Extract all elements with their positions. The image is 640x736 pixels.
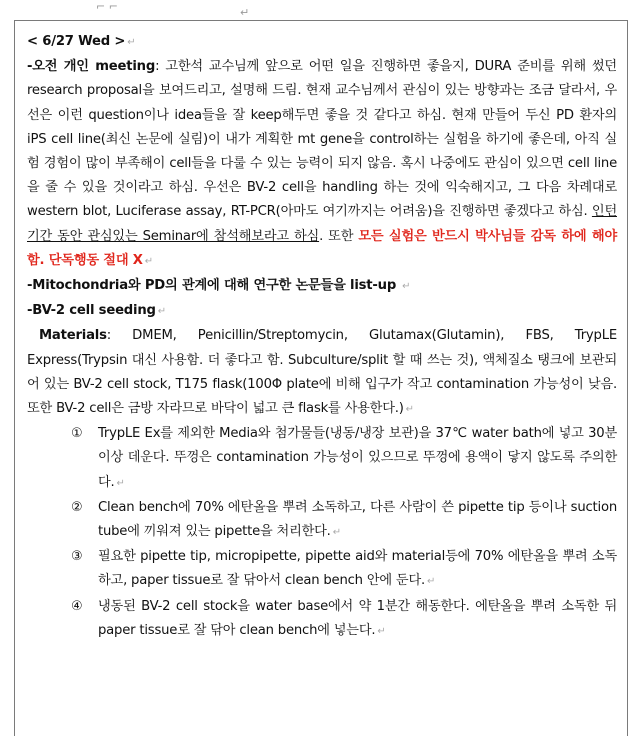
step-text: TrypLE Ex를 제외한 Media와 첨가물들(냉동/냉장 보관)을 37℃ water bath에 넣고 30분 이상 데운다. 뚜껑은 contamination 가능성이 있으므로 뚜껑에 용액이 닿지 않도록 주의한다. xyxy=(98,426,617,490)
materials-paragraph xyxy=(27,324,617,422)
margin-mark: ⌐ ⌐ xyxy=(96,0,118,13)
paragraph-mark-icon: ↵ xyxy=(377,625,386,637)
step-number: ① xyxy=(71,426,83,442)
materials-text: : DMEM, Penicillin/Streptomycin, Glutamax(Glutamin), FBS, TrypLE Express(Trypsin 대신 사용함. 더 좋다고 함. Subculture/split 할 때 쓰는 것), 액체질소 탱크에 보관되어 있는 BV-2 cell stock, T175 flask(100Φ plate에 비해 입구가 작고 contamination 가능성이 낮음. 또한 BV-2 cell은 금방 자라므로 바닥이 넓고 큰 flask를 사용한다.) xyxy=(27,328,617,417)
seeding-title-text: -BV-2 cell seeding xyxy=(27,303,156,319)
paragraph-mark-icon: ↵ xyxy=(116,477,125,489)
seminar-note: 인턴 기간 동안 관심있는 Seminar에 참석해보라고 하심 xyxy=(27,204,617,244)
step-number: ④ xyxy=(71,598,83,614)
mito-text: -Mitochondria와 PD의 관계에 대해 연구한 논문들을 list-up xyxy=(27,278,397,294)
paragraph-mark-icon: ↵ xyxy=(402,281,411,293)
paragraph-mark-icon: ↵ xyxy=(157,306,166,318)
paragraph-mark-icon: ↵ xyxy=(426,576,436,588)
paragraph-mark-icon: ↵ xyxy=(127,37,136,48)
list-item xyxy=(27,545,617,594)
list-item xyxy=(27,595,617,644)
paragraph-mark-icon: ↵ xyxy=(405,404,414,416)
paragraph-mark-icon: ↵ xyxy=(144,255,153,267)
step-text: Clean bench에 70% 에탄올을 뿌려 소독하고, 다른 사람이 쓴 pipette tip 등이나 suction tube에 끼워져 있는 pipette을 처리한다. xyxy=(98,499,617,540)
warning-text: 모든 실험은 반드시 박사님들 감독 하에 해야 함. 단독행동 절대 X xyxy=(27,228,617,268)
step-text: 냉동된 BV-2 cell stock을 water base에서 약 1분간 해동한다. 에탄올을 뿌려 소독한 뒤 paper tissue로 잘 닦아 clean bench에 넣는다. xyxy=(98,598,617,638)
step-number: ② xyxy=(71,499,83,515)
list-item xyxy=(27,422,617,496)
step-number: ③ xyxy=(71,549,83,565)
meeting-title: -오전 개인 meeting xyxy=(27,59,156,75)
seeding-title xyxy=(27,299,617,324)
meeting-body: : 고한석 교수님께 앞으로 어떤 일을 진행하면 좋을지, DURA 준비를 위해 썼던 research proposal을 보여드리고, 설명해 드림. 현재 교수님께서 관심이 있는 방향과는 조금 달라서, 우선은 이런 question이나 idea들을 잘 keep해두면 좋을 것 같다고 하심. 현재 만들어 두신 PD 환자의 iPS cell line(최신 논문에 실림)이 내가 계획한 mt gene을 control하는 실험을 하기에 좋은데, 아직 실험 경험이 많이 부족해이 cell들을 다룰 수 있는 능력이 되지 않음. 혹시 나중에도 관심이 있으면 cell line을 줄 수 있을 것이라고 하심. 우선은 BV-2 cell을 handling 하는 것에 익숙해지고, 그 다음 차례대로 western blot, Luciferase assay, RT-PCR(아마도 여기까지는 어려움)을 진행하면 좋겠다고 하심. xyxy=(27,59,617,220)
document-body xyxy=(27,30,617,644)
meeting-paragraph xyxy=(27,55,617,274)
list-item xyxy=(27,496,617,545)
date-text: < 6/27 Wed > xyxy=(27,34,126,49)
date-heading xyxy=(27,30,617,55)
meeting-connector: . 또한 xyxy=(319,228,354,244)
materials-label: Materials xyxy=(39,328,107,344)
step-text: 필요한 pipette tip, micropipette, pipette aid와 material등에 70% 에탄올을 뿌려 소독하고, paper tissue로 잘 닦아서 clean bench 안에 둔다. xyxy=(98,549,617,589)
paragraph-mark-icon: ↵ xyxy=(332,527,341,539)
margin-mark: ↵ xyxy=(240,6,250,19)
mito-line xyxy=(27,274,617,299)
procedure-steps xyxy=(27,422,617,644)
